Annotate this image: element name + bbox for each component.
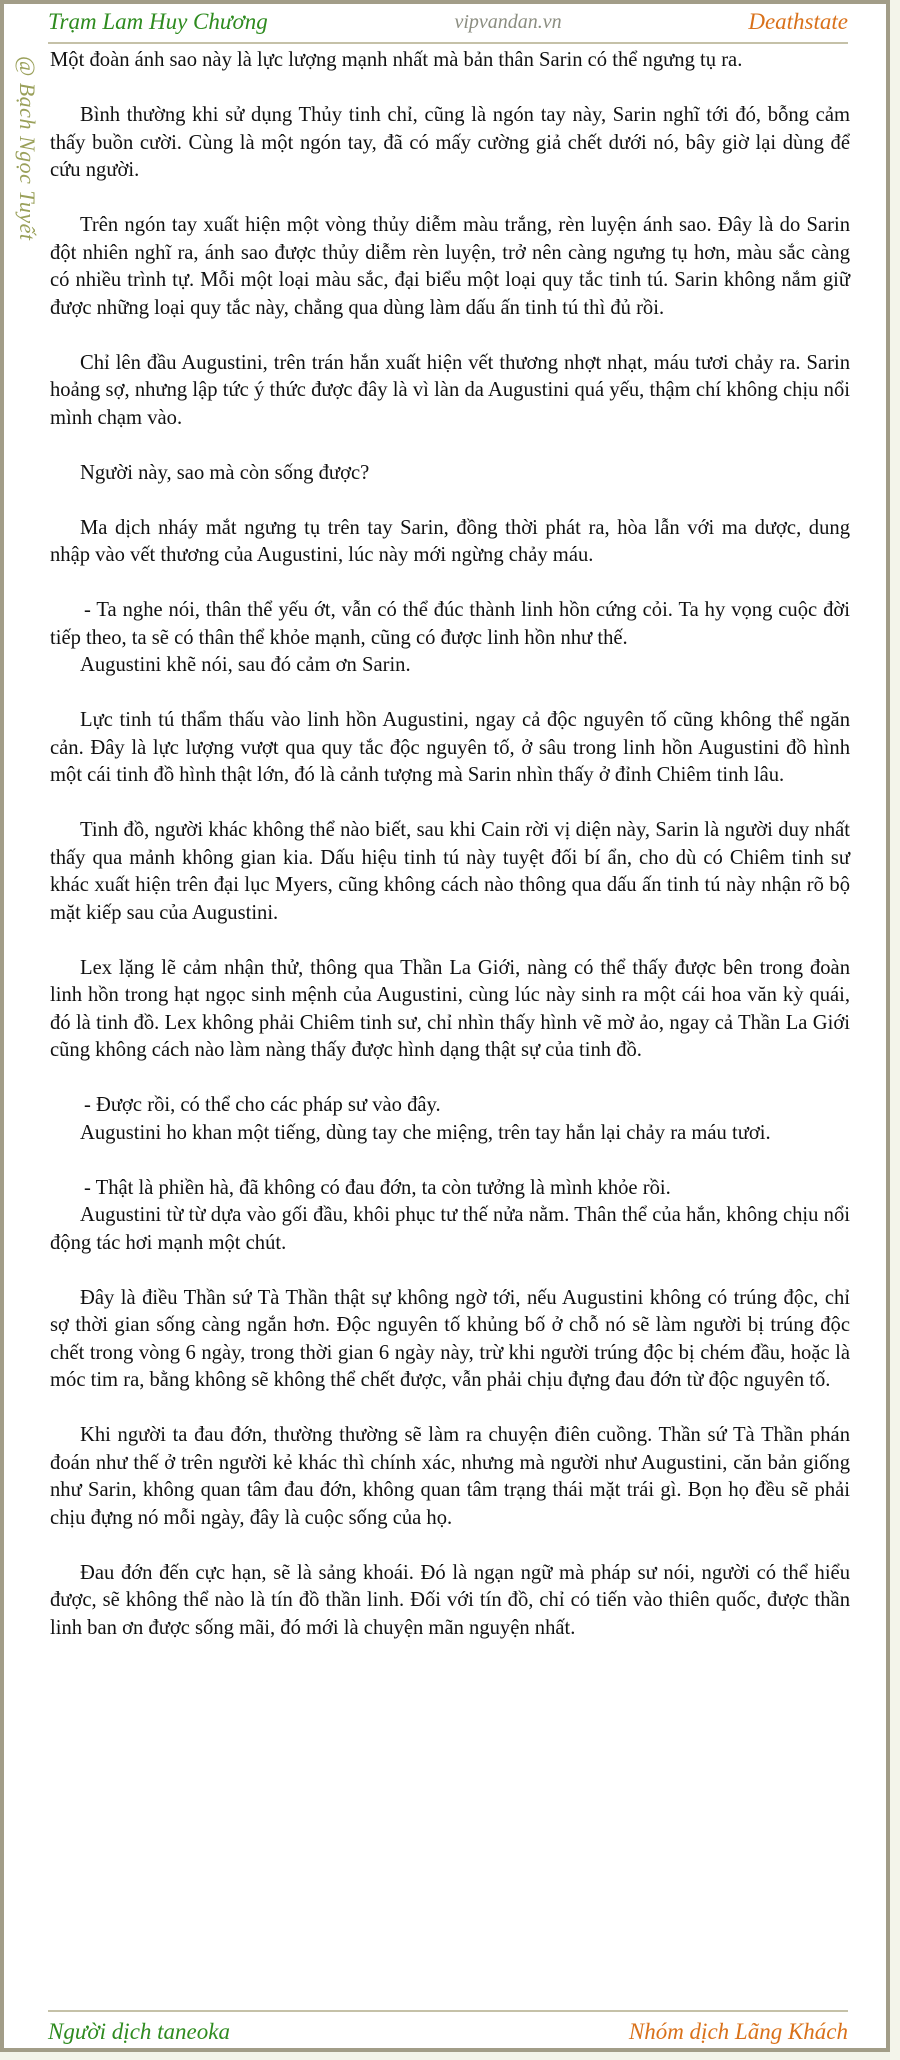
header-url: vipvandan.vn	[454, 10, 562, 33]
dialogue-line: - Thật là phiền hà, đã không có đau đớn, ta còn tưởng là mình khỏe rồi.	[84, 1176, 671, 1199]
paragraph: Bình thường khi sử dụng Thủy tinh chỉ, cũng là ngón tay này, Sarin nghĩ tới đó, bỗng cảm thấy buồn cười. Cùng là một ngón tay, đã có mấy cường giả chết dưới nó, bây giờ lại dùng để cứu người.	[50, 104, 850, 181]
paragraph: Tinh đồ, người khác không thể nào biết, sau khi Cain rời vị diện này, Sarin là người duy nhất thấy qua mảnh không gian kia. Dấu hiệu tinh tú này tuyệt đối bí ẩn, cho dù có Chiêm tinh sư khác xuất hiện trên đại lục Myers, cũng không cách nào thông qua dấu ấn tinh tú này nhận rõ bộ mặt kiếp sau của Augustini.	[50, 819, 850, 924]
paragraph: Augustini khẽ nói, sau đó cảm ơn Sarin.	[80, 654, 411, 676]
paragraph: Đây là điều Thần sứ Tà Thần thật sự không ngờ tới, nếu Augustini không có trúng độc, chỉ sợ thời gian sống càng ngắn hơn. Độc nguyên tố khủng bố ở chỗ nó sẽ làm người bị trúng độc chết trong vòng 6 ngày, trong thời gian 6 ngày này, trừ khi người trúng độc bị chém đầu, hoặc là móc tim ra, bằng không sẽ không thể chết được, vẫn phải chịu đựng đau đớn từ độc nguyên tố.	[50, 1286, 850, 1391]
footer-translator: Người dịch taneoka	[48, 2019, 230, 2044]
header-site-name: Trạm Lam Huy Chương	[48, 9, 268, 34]
paragraph: Một đoàn ánh sao này là lực lượng mạnh nhất mà bản thân Sarin có thể ngưng tụ ra.	[50, 49, 743, 71]
dialogue-line: - Được rồi, có thể cho các pháp sư vào đây.	[84, 1094, 441, 1116]
page-header	[48, 2, 848, 44]
paragraph: Chỉ lên đầu Augustini, trên trán hắn xuất hiện vết thương nhợt nhạt, máu tươi chảy ra. Sarin hoảng sợ, nhưng lập tức ý thức được đây là vì làn da Augustini quá yếu, thậm chí không chịu nổi mình chạm vào.	[50, 351, 850, 429]
paragraph: Augustini ho khan một tiếng, dùng tay che miệng, trên tay hắn lại chảy ra máu tươi.	[80, 1121, 771, 1144]
paragraph: Đau đớn đến cực hạn, sẽ là sảng khoái. Đó là ngạn ngữ mà pháp sư nói, người có thể hiểu được, sẽ không thể nào là tín đồ thần linh. Đối với tín đồ, chỉ có tiến vào thiên quốc, được thần linh ban ơn được sống mãi, đó mới là chuyện mãn nguyện nhất.	[50, 1561, 850, 1639]
paragraph: Augustini từ từ dựa vào gối đầu, khôi phục tư thế nửa nằm. Thân thể của hắn, không chịu nổi động tác hơi mạnh một chút.	[50, 1204, 850, 1254]
paragraph: Lực tinh tú thẩm thấu vào linh hồn Augustini, ngay cả độc nguyên tố cũng không thể ngăn cản. Đây là lực lượng vượt qua quy tắc độc nguyên tố, ở sâu trong linh hồn Augustini đồ hình một cái tinh đồ hình thật lớn, đó là cảnh tượng mà Sarin nhìn thấy ở đỉnh Chiêm tinh lâu.	[50, 709, 850, 786]
dialogue-line: - Ta nghe nói, thân thể yếu ớt, vẫn có thể đúc thành linh hồn cứng cỏi. Ta hy vọng cuộc đời tiếp theo, ta sẽ có thân thể khỏe mạnh, cũng có được linh hồn như thế.	[50, 599, 850, 649]
paragraph: Lex lặng lẽ cảm nhận thử, thông qua Thần La Giới, nàng có thể thấy được bên trong đoàn linh hồn trong hạt ngọc sinh mệnh của Augustini, cùng lúc này sinh ra một cái hoa văn kỳ quái, đó là tinh đồ. Lex không phải Chiêm tinh sư, chỉ nhìn thấy hình vẽ mờ ảo, ngay cả Thần La Giới cũng không cách nào làm nàng thấy được hình dạng thật sự của tinh đồ.	[50, 956, 850, 1061]
footer-group: Nhóm dịch Lãng Khách	[628, 2019, 848, 2044]
header-book-title: Deathstate	[748, 9, 848, 34]
chapter-text	[50, 47, 850, 1670]
paragraph: Người này, sao mà còn sống được?	[80, 461, 370, 484]
paragraph: Khi người ta đau đớn, thường thường sẽ làm ra chuyện điên cuồng. Thần sứ Tà Thần phán đoán như thế ở trên người kẻ khác thì chính xác, nhưng mà người như Augustini, căn bản giống như Sarin, không quan tâm đau đớn, không quan tâm trạng thái mặt trái gì. Bọn họ đều sẽ phải chịu đựng nó mỗi ngày, đây là cuộc sống của họ.	[50, 1424, 850, 1529]
paragraph: Ma dịch nháy mắt ngưng tụ trên tay Sarin, đồng thời phát ra, hòa lẫn với ma dược, dung nhập vào vết thương của Augustini, lúc này mới ngừng chảy máu.	[50, 516, 850, 566]
page-footer	[48, 2010, 848, 2052]
side-watermark-label: @ Bạch Ngọc Tuyết	[15, 56, 40, 241]
paragraph: Trên ngón tay xuất hiện một vòng thủy diễm màu trắng, rèn luyện ánh sao. Đây là do Sarin đột nhiên nghĩ ra, ánh sao được thủy diễm rèn luyện, trở nên càng ngưng tụ hơn, màu sắc càng có nhiều trình tự. Mỗi một loại màu sắc, đại biểu một loại quy tắc tinh tú. Sarin không nắm giữ được những loại quy tắc này, chẳng qua dùng làm dấu ấn tinh tú thì đủ rồi.	[50, 214, 850, 319]
